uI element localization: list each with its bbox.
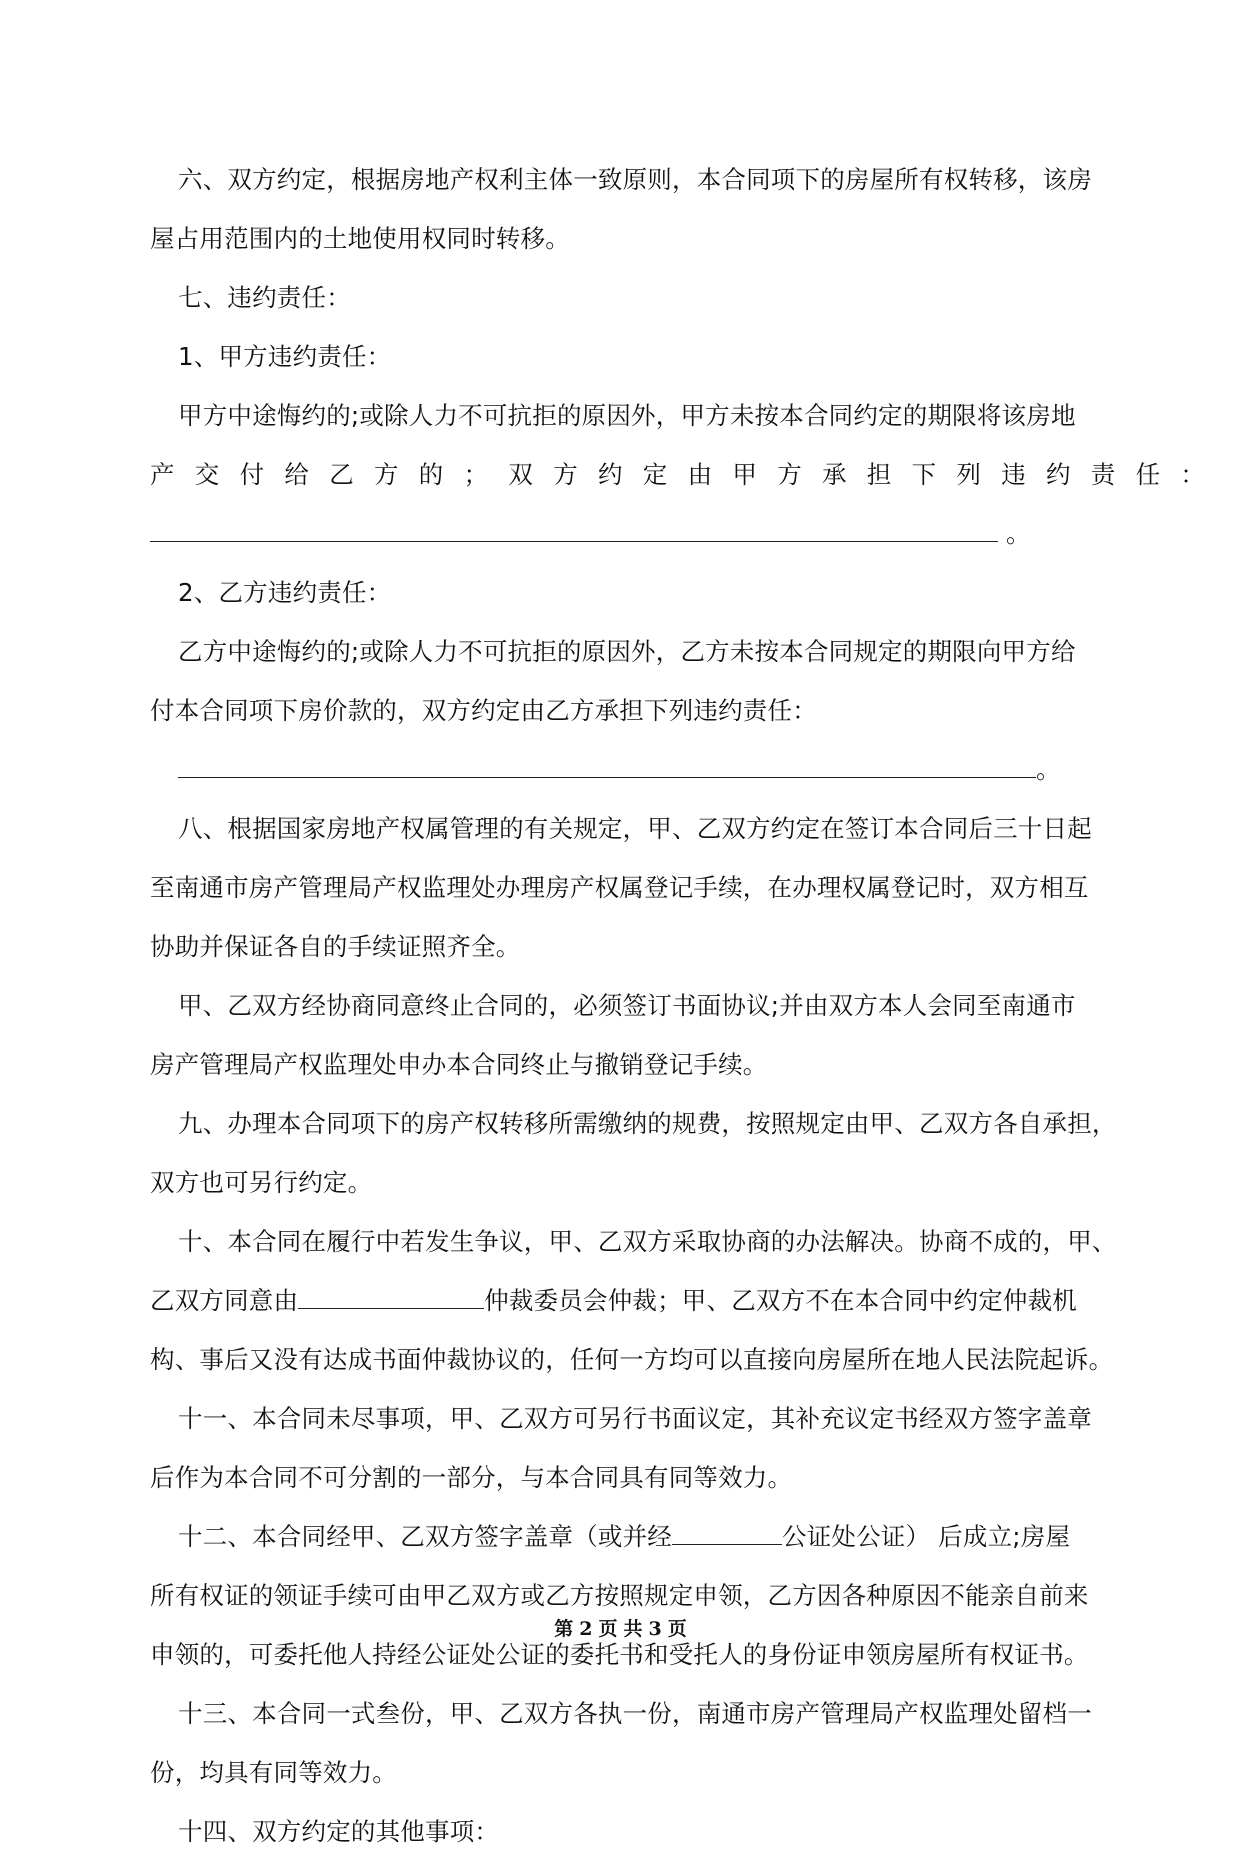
- termination-line-1: 甲、乙双方经协商同意终止合同的，必须签订书面协议;并由双方本人会同至南通市: [178, 991, 1076, 1020]
- clause-7-1-line-2: 产交付给乙方的；双方约定由甲方承担下列违约责任：: [150, 460, 1226, 489]
- clause-13-line-1: 十三、本合同一式叁份，甲、乙双方各执一份，南通市房产管理局产权监理处留档一: [178, 1699, 1092, 1728]
- party-a-liability-blank[interactable]: [150, 519, 998, 542]
- arbitration-committee-blank[interactable]: [298, 1286, 484, 1309]
- clause-7-2-heading: 2、乙方违约责任：: [178, 578, 392, 607]
- clause-11-line-2: 后作为本合同不可分割的一部分，与本合同具有同等效力。: [150, 1463, 793, 1492]
- clause-10-text-b: 仲裁委员会仲裁；甲、乙双方不在本合同中约定仲裁机: [484, 1286, 1078, 1315]
- footer-ye: 页: [598, 1618, 618, 1640]
- clause-12-line-3: 申领的，可委托他人持经公证处公证的委托书和受托人的身份证申领房屋所有权证书。: [150, 1640, 1089, 1669]
- clause-12-text-a: 十二、本合同经甲、乙双方签字盖章（或并经: [178, 1522, 672, 1551]
- period: 。: [1006, 519, 1031, 548]
- clause-10-line-2: [150, 1271, 1095, 1330]
- termination-line-2: 房产管理局产权监理处申办本合同终止与撤销登记手续。: [150, 1050, 768, 1079]
- clause-8-line-1: 八、根据国家房地产权属管理的有关规定，甲、乙双方约定在签订本合同后三十日起: [178, 814, 1092, 843]
- clause-8-line-3: 协助并保证各自的手续证照齐全。: [150, 932, 521, 961]
- footer-gong: 共: [623, 1618, 643, 1640]
- clause-11-line-1: 十一、本合同未尽事项，甲、乙双方可另行书面议定，其补充议定书经双方签字盖章: [178, 1404, 1092, 1433]
- clause-7-1-line-1: 甲方中途悔约的;或除人力不可抗拒的原因外，甲方未按本合同约定的期限将该房地: [178, 401, 1076, 430]
- total-page-number: 3: [648, 1618, 662, 1640]
- clause-9-line-2: 双方也可另行约定。: [150, 1168, 373, 1197]
- clause-6-line-1: 六、双方约定，根据房地产权利主体一致原则，本合同项下的房屋所有权转移，该房: [178, 165, 1092, 194]
- party-b-liability-blank[interactable]: [178, 755, 1036, 778]
- clause-10-line-3: 构、事后又没有达成书面仲裁协议的，任何一方均可以直接向房屋所在地人民法院起诉。: [150, 1345, 1114, 1374]
- notary-office-blank[interactable]: [672, 1522, 782, 1545]
- footer-di: 第: [554, 1618, 574, 1640]
- clause-10-line-1: 十、本合同在履行中若发生争议，甲、乙双方采取协商的办法解决。协商不成的，甲、: [178, 1227, 1117, 1256]
- clause-7-2-line-2: 付本合同项下房价款的，双方约定由乙方承担下列违约责任：: [150, 696, 817, 725]
- period: 。: [1036, 755, 1061, 784]
- clause-10-text-a: 乙双方同意由: [150, 1286, 299, 1315]
- clause-14-heading: 十四、双方约定的其他事项：: [178, 1817, 500, 1846]
- clause-7-2-blank-line: [150, 740, 1095, 799]
- clause-12-line-1: [150, 1507, 1095, 1566]
- clause-12-line-2: 所有权证的领证手续可由甲乙双方或乙方按照规定申领，乙方因各种原因不能亲自前来: [150, 1581, 1089, 1610]
- clause-9-line-1: 九、办理本合同项下的房产权转移所需缴纳的规费，按照规定由甲、乙双方各自承担，: [178, 1109, 1117, 1138]
- clause-6-line-2: 屋占用范围内的土地使用权同时转移。: [150, 224, 570, 253]
- clause-13-line-2: 份，均具有同等效力。: [150, 1758, 397, 1787]
- footer-ye: 页: [667, 1618, 687, 1640]
- current-page-number: 2: [579, 1618, 593, 1640]
- clause-7-1-blank-line: [150, 504, 1095, 563]
- clause-7-2-line-1: 乙方中途悔约的;或除人力不可抗拒的原因外，乙方未按本合同规定的期限向甲方给: [178, 637, 1076, 666]
- contract-body: [150, 150, 1226, 1861]
- clause-7-1-heading: 1、甲方违约责任：: [178, 342, 392, 371]
- page-footer: [0, 1614, 1241, 1641]
- clause-8-line-2: 至南通市房产管理局产权监理处办理房产权属登记手续，在办理权属登记时，双方相互: [150, 873, 1089, 902]
- clause-7-heading: 七、违约责任：: [178, 283, 351, 312]
- clause-12-text-b: 公证处公证） 后成立;房屋: [782, 1522, 1071, 1551]
